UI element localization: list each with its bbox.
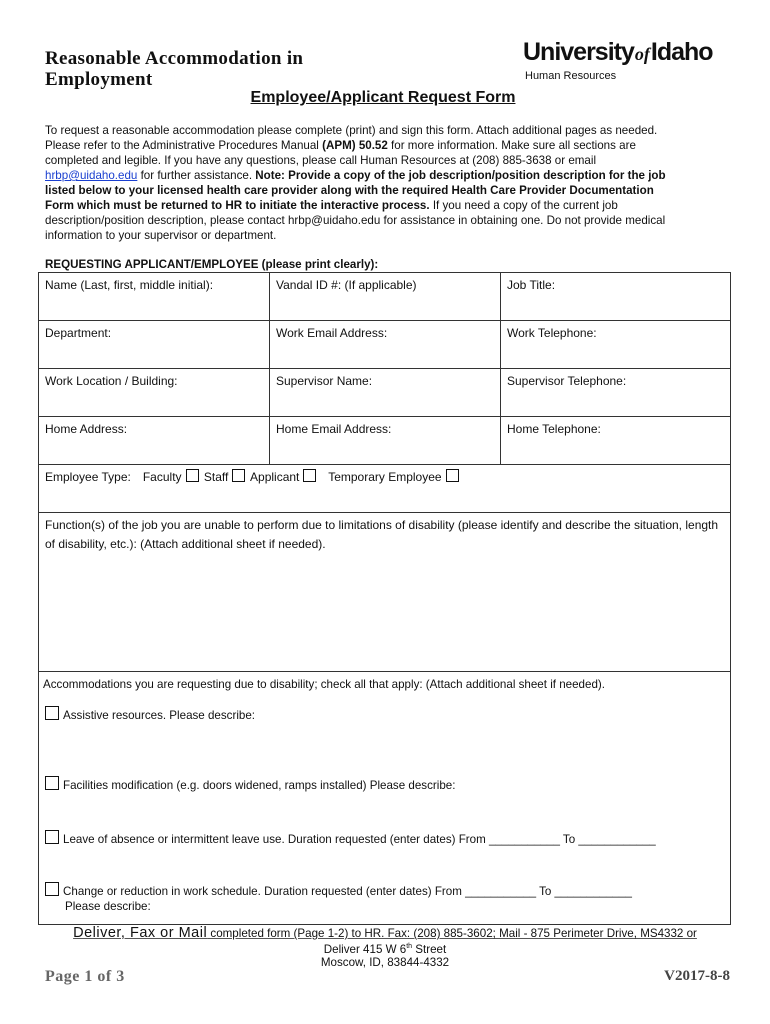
supervisor-phone-field[interactable]: Supervisor Telephone: — [507, 374, 627, 388]
form-subtitle — [0, 89, 770, 107]
leave-checkbox[interactable] — [45, 830, 59, 844]
form-row-employee-type — [39, 464, 730, 512]
form-subtitle-text: Employee/Applicant Request Form — [250, 89, 516, 106]
schedule-option — [45, 882, 632, 898]
logo-university: University — [523, 38, 634, 66]
assistive-label: Assistive resources. Please describe: — [63, 709, 256, 722]
home-email-field[interactable]: Home Email Address: — [270, 417, 501, 464]
home-address-field[interactable]: Home Address: — [39, 417, 270, 464]
title-line-1: Reasonable Accommodation in — [45, 48, 304, 69]
intro-text-4: If you need a copy of the current job description/position description, please contact hrbp@uidaho.edu for assistance in obtaining one. Do not provide medical information to your supervisor or department. — [45, 199, 666, 242]
supervisor-name-field[interactable]: Supervisor Name: — [270, 369, 501, 416]
delivery-street-sup: th — [406, 943, 413, 950]
accommodations-section — [39, 672, 730, 924]
vandal-id-field[interactable]: Vandal ID #: (If applicable) — [270, 273, 501, 320]
logo-idaho: Idaho — [650, 38, 713, 66]
employee-type-group — [39, 465, 467, 512]
delivery-street-post: Street — [412, 942, 447, 956]
staff-checkbox[interactable] — [232, 469, 245, 482]
section-heading: REQUESTING APPLICANT/EMPLOYEE (please print clearly): — [45, 258, 379, 271]
logo-subtitle: Human Resources — [525, 70, 617, 82]
work-phone-field[interactable]: Work Telephone: — [507, 326, 597, 340]
delivery-line-1 — [0, 927, 770, 940]
schedule-describe-label: Please describe: — [65, 900, 151, 913]
intro-note: Note: Provide a copy of the job description/position description for the job listed below to your licensed health care provider along with the required Health Care Provider Documentation Form which must be returned to HR to initiate the interactive process. — [45, 169, 666, 212]
delivery-instructions — [0, 927, 770, 969]
schedule-label: Change or reduction in work schedule. Duration requested (enter dates) From ___________ To ____________ — [63, 885, 632, 898]
intro-paragraph — [45, 123, 685, 243]
form-row-functions — [39, 512, 730, 671]
apm-reference: (APM) 50.52 — [322, 139, 388, 152]
accommodations-label: Accommodations you are requesting due to disability; check all that apply: (Attach additional sheet if needed). — [43, 678, 605, 691]
staff-label: Staff — [203, 470, 229, 484]
facilities-option — [45, 776, 455, 792]
work-location-field[interactable]: Work Location / Building: — [39, 369, 270, 416]
page-of: of — [97, 968, 112, 985]
hr-email-link[interactable]: hrbp@uidaho.edu — [45, 169, 138, 182]
deliver-details: completed form (Page 1-2) to HR. Fax: (208) 885-3602; Mail - 875 Perimeter Drive, MS4332 or — [207, 927, 697, 940]
page-current: 1 — [84, 968, 93, 985]
faculty-checkbox[interactable] — [186, 469, 199, 482]
title-line-2: Employment — [45, 69, 153, 90]
applicant-label: Applicant — [250, 470, 300, 484]
job-functions-field[interactable]: Function(s) of the job you are unable to perform due to limitations of disability (please identify and describe the situation, length of disability, etc.): (Attach additional sheet if needed). — [45, 518, 719, 551]
assistive-option — [45, 706, 255, 722]
facilities-checkbox[interactable] — [45, 776, 59, 790]
form-row-department — [39, 320, 730, 368]
schedule-checkbox[interactable] — [45, 882, 59, 896]
page-label: Page — [45, 968, 80, 985]
name-field[interactable]: Name (Last, first, middle initial): — [39, 273, 270, 320]
university-logo — [523, 38, 733, 82]
form-row-location — [39, 368, 730, 416]
page-number — [45, 968, 125, 986]
home-phone-field[interactable]: Home Telephone: — [507, 422, 601, 436]
logo-wordmark — [523, 38, 733, 68]
page-title — [45, 48, 303, 90]
delivery-street-pre: Deliver 415 W 6 — [323, 942, 407, 956]
logo-of: of — [634, 44, 650, 64]
request-form-table — [38, 272, 731, 925]
assistive-checkbox[interactable] — [45, 706, 59, 720]
applicant-checkbox[interactable] — [303, 469, 316, 482]
form-row-name — [39, 273, 730, 320]
leave-option — [45, 830, 656, 846]
delivery-line-2 — [0, 940, 770, 956]
deliver-heading: Deliver, Fax or Mail — [73, 925, 208, 941]
intro-text-3: for further assistance. — [137, 169, 256, 182]
leave-label: Leave of absence or intermittent leave use. Duration requested (enter dates) From ___________ To ____________ — [63, 833, 656, 846]
facilities-label: Facilities modification (e.g. doors widened, ramps installed) Please describe: — [63, 779, 456, 792]
form-row-accommodations — [39, 671, 730, 924]
intro-text-1: To request a reasonable accommodation please complete (print) and sign this form. Attach additional pages as needed. Please refer to the Administrative Procedures Manual — [45, 124, 658, 152]
form-row-home — [39, 416, 730, 464]
faculty-label: Faculty — [142, 470, 182, 484]
employee-type-label: Employee Type: — [45, 470, 131, 484]
temporary-label: Temporary Employee — [328, 470, 442, 484]
temporary-checkbox[interactable] — [446, 469, 459, 482]
page-total: 3 — [116, 968, 125, 985]
department-field[interactable]: Department: — [39, 321, 270, 368]
form-version: V2017-8-8 — [664, 968, 730, 984]
delivery-line-3: Moscow, ID, 83844-4332 — [320, 955, 450, 969]
work-email-field[interactable]: Work Email Address: — [270, 321, 501, 368]
intro-text-2: for more information. Make sure all sections are completed and legible. If you have any questions, please call Human Resources at (208) 885-3638 or email — [45, 139, 636, 167]
job-title-field[interactable]: Job Title: — [507, 278, 556, 292]
